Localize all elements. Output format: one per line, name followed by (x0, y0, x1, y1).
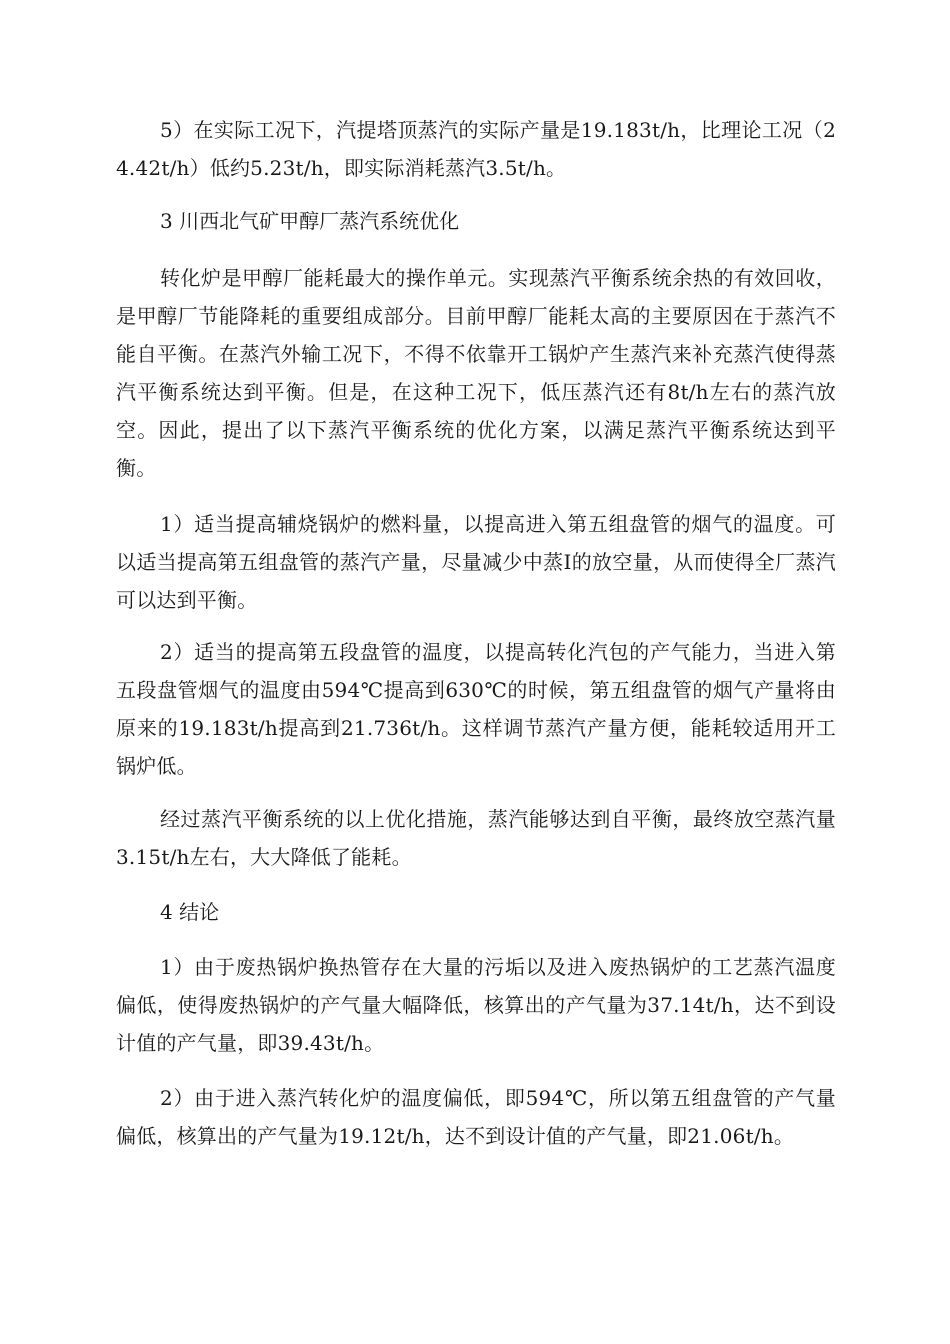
paragraph-optimization-1: 1）适当提高辅烧锅炉的燃料量，以提高进入第五组盘管的烟气的温度。可以适当提高第五组盘管的蒸汽产量，尽量减少中蒸Ⅰ的放空量，从而使得全厂蒸汽可以达到平衡。 (116, 512, 836, 612)
paragraph-actual-conditions: 5）在实际工况下，汽提塔顶蒸汽的实际产量是19.183t/h，比理论工况（24.42t/h）低约5.23t/h，即实际消耗蒸汽3.5t/h。 (116, 118, 836, 180)
paragraph-conclusion-1: 1）由于废热锅炉换热管存在大量的污垢以及进入废热锅炉的工艺蒸汽温度偏低，使得废热锅炉的产气量大幅降低，核算出的产气量为37.14t/h，达不到设计值的产气量，即39.43t/h。 (116, 955, 836, 1055)
section-heading-conclusion: 4 结论 (160, 900, 220, 924)
paragraph-reformer-intro: 转化炉是甲醇厂能耗最大的操作单元。实现蒸汽平衡系统余热的有效回收，是甲醇厂节能降耗的重要组成部分。目前甲醇厂能耗太高的主要原因在于蒸汽不能自平衡。在蒸汽外输工况下，不得不依靠开工锅炉产生蒸汽来补充蒸汽使得蒸汽平衡系统达到平衡。但是，在这种工况下，低压蒸汽还有8t/h左右的蒸汽放空。因此，提出了以下蒸汽平衡系统的优化方案，以满足蒸汽平衡系统达到平衡。 (116, 266, 836, 480)
paragraph-optimization-2: 2）适当的提高第五段盘管的温度，以提高转化汽包的产气能力，当进入第五段盘管烟气的温度由594℃提高到630℃的时候，第五组盘管的烟气产量将由原来的19.183t/h提高到21.736t/h。这样调节蒸汽产量方便，能耗较适用开工锅炉低。 (116, 640, 836, 778)
section-heading-steam-optimization: 3 川西北气矿甲醇厂蒸汽系统优化 (160, 209, 460, 233)
paragraph-optimization-result: 经过蒸汽平衡系统的以上优化措施，蒸汽能够达到自平衡，最终放空蒸汽量3.15t/h左右，大大降低了能耗。 (116, 807, 836, 869)
paragraph-conclusion-2: 2）由于进入蒸汽转化炉的温度偏低，即594℃，所以第五组盘管的产气量偏低，核算出的产气量为19.12t/h，达不到设计值的产气量，即21.06t/h。 (116, 1086, 836, 1148)
